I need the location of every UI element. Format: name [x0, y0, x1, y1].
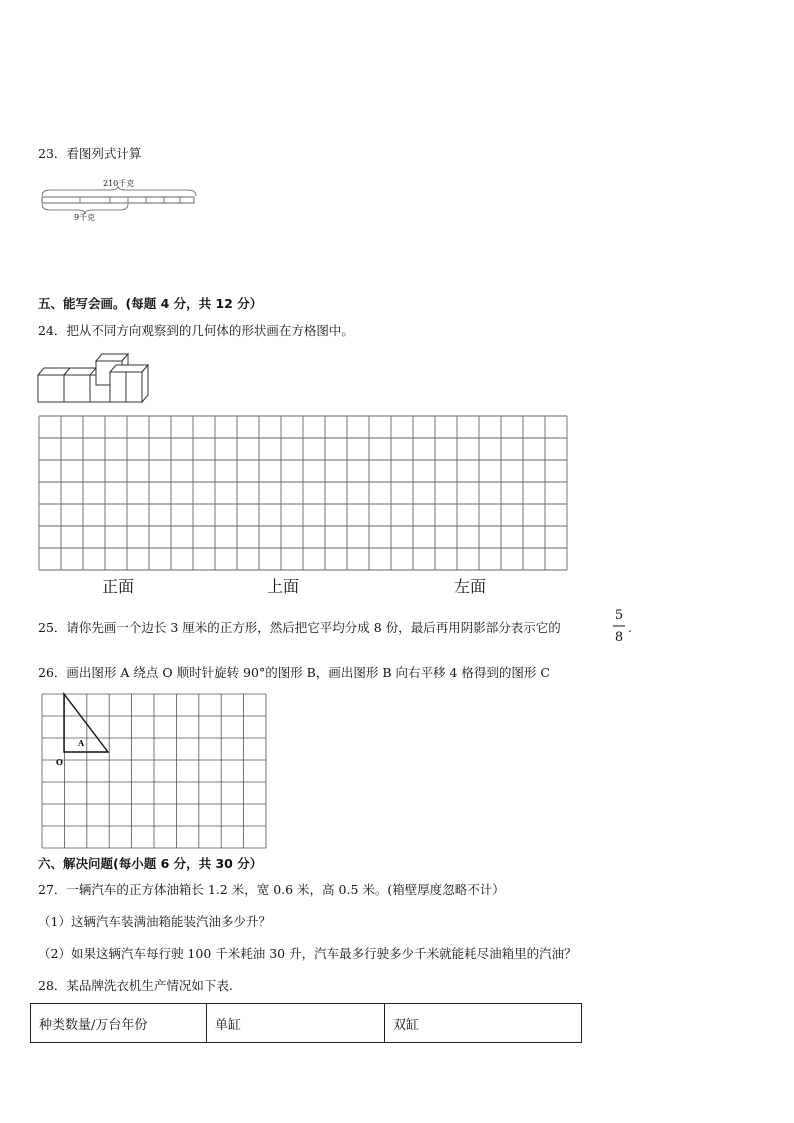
- question-27-part-1: （1）这辆汽车装满油箱能装汽油多少升？: [38, 914, 271, 929]
- section-6-heading: 六、解决问题(每小题 6 分，共 30 分）: [38, 856, 263, 871]
- segment-bottom-label: 9千克: [74, 213, 96, 222]
- table-header-row: [31, 1004, 582, 1043]
- table-header-cell: 单缸: [207, 1004, 385, 1043]
- point-o-label: O: [56, 757, 63, 767]
- fraction-numerator: 5: [614, 608, 624, 623]
- question-27-title: 27．一辆汽车的正方体油箱长 1.2 米，宽 0.6 米，高 0.5 米。(箱壁厚度忽略不计）: [38, 882, 505, 897]
- fraction-denominator: 8: [614, 630, 624, 645]
- question-23-title: 23．看图列式计算: [38, 146, 142, 161]
- question-26-title: 26．画出图形 A 绕点 O 顺时针旋转 90°的图形 B，画出图形 B 向右平移 4 格得到的图形 C: [38, 665, 550, 680]
- segment-top-label: 210千克: [103, 179, 135, 188]
- section-5-heading: 五、能写会画。(每题 4 分，共 12 分）: [38, 296, 263, 311]
- question-27-part-2: （2）如果这辆汽车每行驶 100 千米耗油 30 升，汽车最多行驶多少千米就能耗尽油箱里的汽油？: [38, 946, 577, 961]
- view-top-label: 上面: [267, 577, 300, 596]
- table-header-cell: 种类数量/万台年份: [31, 1004, 207, 1043]
- table-header-cell: 双缸: [385, 1004, 582, 1043]
- question-24-title: 24．把从不同方向观察到的几何体的形状画在方格图中。: [38, 323, 354, 338]
- view-left-label: 左面: [454, 577, 487, 596]
- question-25-title: 25．请你先画一个边长 3 厘米的正方形，然后把它平均分成 8 份，最后再用阴影部分表示它的: [38, 620, 561, 635]
- view-front-label: 正面: [102, 577, 135, 596]
- triangle-a-label: A: [78, 738, 85, 748]
- question-28-title: 28．某品牌洗衣机生产情况如下表.: [38, 978, 233, 993]
- question-25-end: .: [628, 620, 632, 635]
- production-table: [30, 1003, 582, 1043]
